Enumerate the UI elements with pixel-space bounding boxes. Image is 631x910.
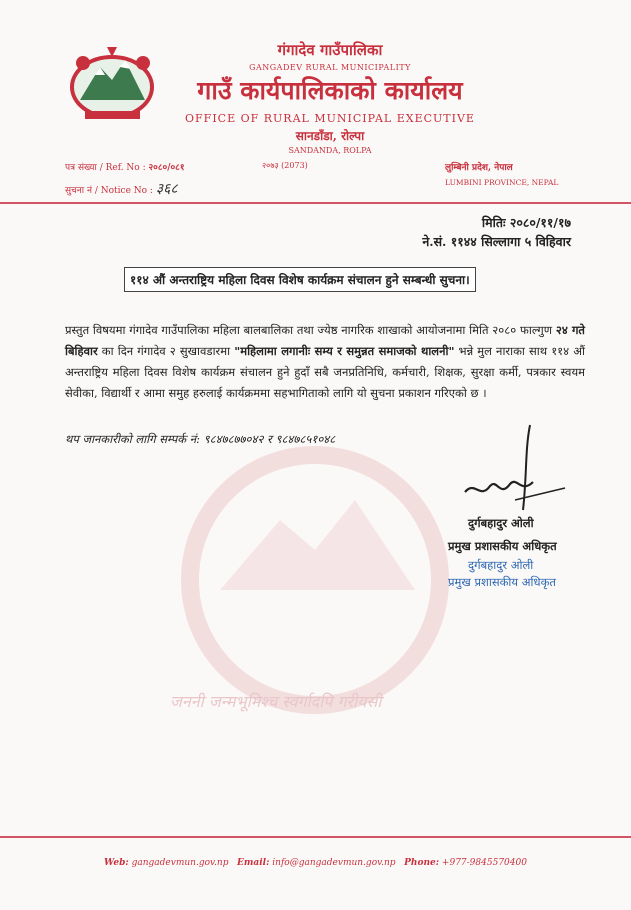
notice-value: ३६८ (155, 181, 178, 197)
place-np: सानडाँडा, रोल्पा (295, 129, 365, 143)
notice-number (65, 179, 178, 198)
place-en: SANDANDA, ROLPA (288, 146, 372, 155)
municipality-name-en: GANGADEV RURAL MUNICIPALITY (249, 63, 411, 72)
body-slogan-bold: "महिलामा लगानीः सम्य र समुन्नत समाजको थालनी" (234, 344, 455, 358)
body-text-2: का दिन गंगादेव २ सुखावडारमा (97, 344, 235, 358)
body-date-bold: २४ गते बिहिवार (65, 323, 585, 358)
watermark-text: जननी जन्मभूमिश्च स्वर्गादपि गरीयसी (170, 692, 382, 711)
body-text-3: भन्ने मुल नाराका साथ ११४ औं अन्तराष्ट्रिय महिला दिवस विशेष कार्यक्रम संचालन हुने हुदाँ सबै जनप्रतिनिधि, कर्मचारी, शिक्षक, सुरक्षा कर्मी, पत्रकार स्वयम सेवीका, विद्यार्थी र आमा समुह हरुलाई कार्यक्रममा सहभागिताको लागि यो सुचना प्रकाशन गरिएको छ । (65, 344, 585, 400)
ref-number (65, 160, 185, 173)
contact-numbers: थप जानकारीको लागि सम्पर्क नं: ९८४७८७७०४२ र ९८४७८५१०४८ (65, 432, 336, 446)
web-address: gangadevmun.gov.np (131, 858, 229, 868)
handwritten-signature (455, 420, 575, 515)
notice-label: सुचना नं / Notice No : (65, 186, 153, 196)
web-label: Web: (104, 858, 129, 868)
date-line: मितिः २०८०/११/१७ (481, 215, 571, 230)
subject-line: ११४ औं अन्तराष्ट्रिय महिला दिवस विशेष कार्यक्रम संचालन हुने सम्बन्धी सुचना। (124, 267, 476, 292)
body-text-1: प्रस्तुत विषयमा गंगादेव गाउँपालिका महिला बालबालिका तथा ज्येष्ठ नागरिक शाखाको आयोजनामा मिति २०८० फाल्गुण (65, 323, 556, 337)
phone-label: Phone: (404, 858, 440, 868)
footer-divider (0, 836, 631, 838)
stamp-name: दुर्गबहादुर ओली (468, 558, 534, 572)
office-name-en: OFFICE OF RURAL MUNICIPAL EXECUTIVE (185, 112, 475, 125)
municipality-name-np: गंगादेव गाउँपालिका (277, 41, 383, 59)
stamp-title: प्रमुख प्रशासकीय अधिकृत (448, 575, 556, 589)
signatory-title: प्रमुख प्रशासकीय अधिकृत (448, 539, 557, 553)
email-address: info@gangadevmun.gov.np (272, 858, 396, 868)
footer-contact (0, 858, 631, 868)
office-name-np: गाउँ कार्यपालिकाको कार्यालय (197, 76, 463, 105)
watermark-emblem (150, 440, 480, 720)
phone-number: +977-9845570400 (441, 858, 527, 868)
province-np: लुम्बिनी प्रदेश, नेपाल (445, 163, 513, 173)
ref-label: पत्र संख्या / Ref. No : (65, 163, 146, 173)
ref-value: २०८०/०८१ (148, 163, 185, 173)
header-divider (0, 202, 631, 204)
province-en: LUMBINI PROVINCE, NEPAL (445, 178, 559, 187)
nepal-sambat-date: ने.सं. ११४४ सिल्लागा ५ विहिवार (422, 234, 571, 249)
email-label: Email: (237, 858, 270, 868)
notice-body (65, 320, 585, 404)
nepal-emblem-icon (65, 45, 160, 125)
signatory-name: दुर्गबहादुर ओली (468, 516, 534, 530)
established-year: २०७३ (2073) (262, 161, 308, 170)
